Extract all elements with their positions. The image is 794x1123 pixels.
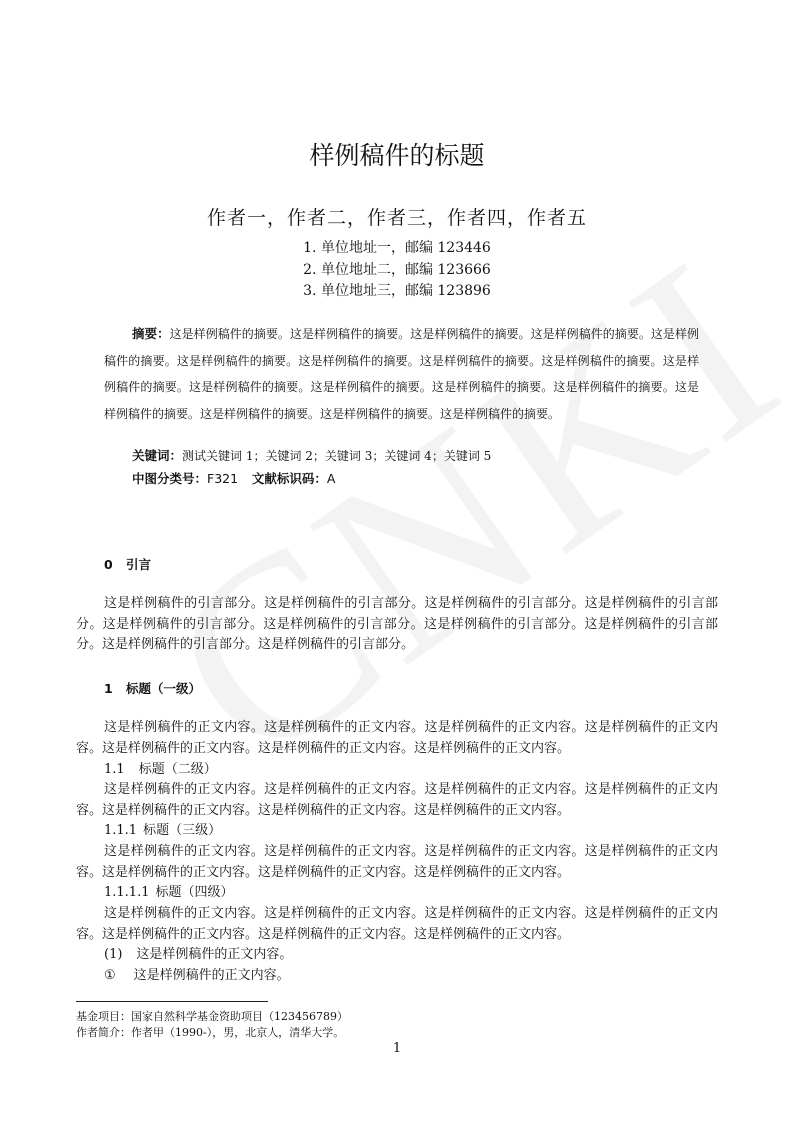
affiliation-2: 2. 单位地址二，邮编 123666 [303,261,491,278]
heading-title: 标题（二级） [138,762,217,777]
abstract-text: 这是样例稿件的摘要。这是样例稿件的摘要。这是样例稿件的摘要。这是样例稿件的摘要。这是样例稿件的摘要。这是样例稿件的摘要。这是样例稿件的摘要。这是样例稿件的摘要。这是样例稿件的摘要。这是样例稿件的摘要。这是样例稿件的摘要。这是样例稿件的摘要。这是样例稿件的摘要。这是样例稿件的摘要。这是样例稿件的摘要。这是样例稿件的摘要。这是样例稿件的摘要。这是样例稿件的摘要。 [104,327,699,421]
author-list: 作者一，作者二，作者三，作者四，作者五 [206,207,587,229]
heading-title: 标题（四级） [155,885,234,900]
classification-label: 中图分类号： [132,471,208,486]
section-heading-intro [104,555,151,573]
section-heading-level1 [104,679,201,697]
body-paragraph: 这是样例稿件的正文内容。这是样例稿件的正文内容。这是样例稿件的正文内容。这是样例稿件的正文内容。这是样例稿件的正文内容。这是样例稿件的正文内容。这是样例稿件的正文内容。 [76,782,718,818]
list-text: 这是样例稿件的正文内容。 [136,947,293,962]
heading-number: 1.1.1.1 [104,885,150,900]
classification-code: F321 [207,471,239,486]
list-marker: ① [104,968,116,983]
paper-title: 样例稿件的标题 [309,141,485,170]
keywords-label: 关键词： [132,448,183,463]
body-paragraph: 这是样例稿件的正文内容。这是样例稿件的正文内容。这是样例稿件的正文内容。这是样例稿件的正文内容。这是样例稿件的正文内容。这是样例稿件的正文内容。这是样例稿件的正文内容。 [76,844,718,880]
list-item [104,966,290,987]
body-paragraph: 这是样例稿件的正文内容。这是样例稿件的正文内容。这是样例稿件的正文内容。这是样例稿件的正文内容。这是样例稿件的正文内容。这是样例稿件的正文内容。这是样例稿件的正文内容。 [76,720,718,756]
intro-paragraph: 这是样例稿件的引言部分。这是样例稿件的引言部分。这是样例稿件的引言部分。这是样例稿件的引言部分。这是样例稿件的引言部分。这是样例稿件的引言部分。这是样例稿件的引言部分。这是样例稿件的引言部分。这是样例稿件的引言部分。这是样例稿件的引言部分。 [76,596,718,652]
document-code: A [326,471,336,486]
document-code-label: 文献标识码： [251,471,327,486]
affiliation-list [0,238,794,303]
section-number: 0 [104,557,113,572]
list-text: 这是样例稿件的正文内容。 [133,968,290,983]
list-marker: (1) [104,947,123,962]
footnote-funding: 基金项目：国家自然科学基金资助项目（123456789） [76,1010,348,1023]
footnote-author: 作者简介：作者甲（1990-），男，北京人，清华大学。 [76,1026,345,1039]
abstract [104,321,699,427]
keywords-line [132,446,491,464]
section-title: 引言 [126,557,152,572]
keywords-text: 测试关键词 1；关键词 2；关键词 3；关键词 4；关键词 5 [182,449,492,463]
section-number: 1 [104,681,113,696]
heading-title: 标题（三级） [143,823,222,838]
classification-line [132,469,335,487]
heading-level2 [104,760,217,781]
heading-number: 1.1 [104,762,125,777]
heading-level3 [104,821,221,842]
affiliation-3: 3. 单位地址三，邮编 123896 [303,283,491,299]
footnote-divider [76,1001,268,1002]
page-number: 1 [392,1041,402,1056]
section-title: 标题（一级） [126,681,202,696]
affiliation-1: 1. 单位地址一，邮编 123446 [303,240,491,256]
list-item [104,945,292,966]
heading-level4 [104,883,234,904]
heading-number: 1.1.1 [104,823,138,838]
body-paragraph: 这是样例稿件的正文内容。这是样例稿件的正文内容。这是样例稿件的正文内容。这是样例稿件的正文内容。这是样例稿件的正文内容。这是样例稿件的正文内容。这是样例稿件的正文内容。 [76,906,718,942]
abstract-label: 摘要： [132,326,170,341]
